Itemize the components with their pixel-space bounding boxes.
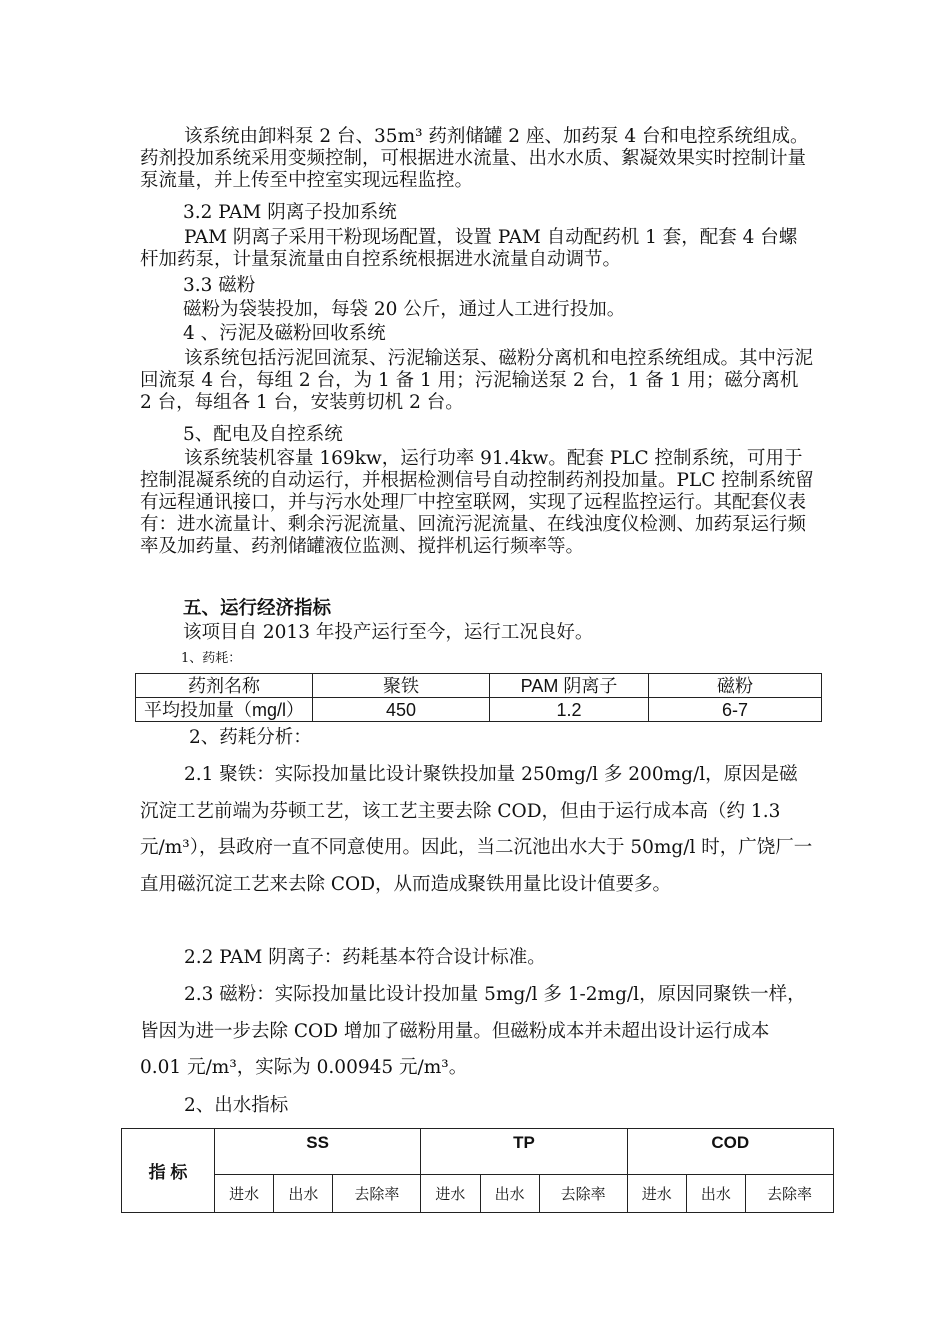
paragraph-magnetic-powder: 磁粉为袋装投加，每袋 20 公斤，通过人工进行投加。 — [183, 299, 626, 320]
table-cell: 1.2 — [490, 698, 649, 722]
label-chemical-consumption: 1、药耗： — [181, 651, 242, 666]
heading-3-2: 3.2 PAM 阴离子投加系统 — [183, 202, 397, 223]
sub-header-cell: 进水 — [421, 1175, 480, 1213]
table-cell: 平均投加量（mg/l） — [136, 698, 313, 722]
heading-3-3: 3.3 磁粉 — [183, 275, 256, 296]
group-header-cod: COD — [627, 1129, 833, 1175]
paragraph-2-2: 2.2 PAM 阴离子：药耗基本符合设计标准。 — [184, 947, 546, 968]
paragraph-power-control: 该系统装机容量 169kw，运行功率 91.4kw。配套 PLC 控制系统，可用于控制混凝系统的自动运行，并根据检测信号自动控制药剂投加量。PLC 控制系统留有远程通讯接口，并与污水处理厂中控室联网，实现了远程监控运行。其配套仪表有：进水流量计、剩余污泥流量、回流污泥流量、在线浊度仪检测、加药泵运行频率及加药量、药剂储罐液位监测、搅拌机运行频率等。 — [140, 448, 814, 557]
table-header-cell: 药剂名称 — [136, 674, 313, 698]
sub-header-cell: 去除率 — [746, 1175, 834, 1213]
table-cell: 6-7 — [649, 698, 822, 722]
heading-5: 5、配电及自控系统 — [183, 424, 343, 445]
paragraph-pam: PAM 阴离子采用干粉现场配置，设置 PAM 自动配药机 1 套，配套 4 台螺杆加药泵，计量泵流量由自控系统根据进水流量自动调节。 — [140, 227, 798, 270]
effluent-index-table — [121, 1128, 834, 1213]
table-header-cell: 聚铁 — [313, 674, 490, 698]
heading-effluent: 2、出水指标 — [184, 1095, 289, 1116]
paragraph-chemical-system: 该系统由卸料泵 2 台、35m³ 药剂储罐 2 座、加药泵 4 台和电控系统组成。药剂投加系统采用变频控制，可根据进水流量、出水水质、絮凝效果实时控制计量泵流量，并上传至中控室实现远程监控。 — [140, 126, 809, 191]
paragraph-2-3: 2.3 磁粉：实际投加量比设计投加量 5mg/l 多 1-2mg/l，原因同聚铁一样，皆因为进一步去除 COD 增加了磁粉用量。但磁粉成本并未超出设计运行成本 0.01 元/m³，实际为 0.00945 元/m³。 — [140, 984, 806, 1078]
chemical-consumption-table — [135, 673, 822, 722]
paragraph-operation: 该项目自 2013 年投产运行至今，运行工况良好。 — [183, 622, 594, 643]
sub-header-cell: 去除率 — [539, 1175, 627, 1213]
table-label-cell: 指 标 — [122, 1129, 215, 1213]
sub-header-cell: 出水 — [686, 1175, 745, 1213]
group-header-tp: TP — [421, 1129, 627, 1175]
paragraph-sludge-system: 该系统包括污泥回流泵、污泥输送泵、磁粉分离机和电控系统组成。其中污泥回流泵 4 台，每组 2 台，为 1 备 1 用；污泥输送泵 2 台，1 备 1 用；磁分离机 2 台，每组各 1 台，安装剪切机 2 台。 — [140, 348, 814, 413]
heading-analysis: 2、药耗分析： — [189, 727, 312, 748]
paragraph-2-1: 2.1 聚铁：实际投加量比设计聚铁投加量 250mg/l 多 200mg/l，原因是磁沉淀工艺前端为芬顿工艺，该工艺主要去除 COD，但由于运行成本高（约 1.3 元/m³），县政府一直不同意使用。因此，当二沉池出水大于 50mg/l 时，广饶厂一直用磁沉淀工艺来去除 COD，从而造成聚铁用量比设计值要多。 — [140, 764, 813, 895]
heading-4: 4 、污泥及磁粉回收系统 — [183, 323, 386, 344]
sub-header-cell: 出水 — [274, 1175, 333, 1213]
section-heading-5: 五、运行经济指标 — [183, 598, 332, 619]
table-header-cell: 磁粉 — [649, 674, 822, 698]
sub-header-cell: 进水 — [215, 1175, 274, 1213]
sub-header-cell: 去除率 — [333, 1175, 421, 1213]
table-row — [122, 1175, 834, 1213]
table-row — [136, 698, 822, 722]
table-header-cell: PAM 阴离子 — [490, 674, 649, 698]
sub-header-cell: 进水 — [627, 1175, 686, 1213]
table-row — [136, 674, 822, 698]
table-cell: 450 — [313, 698, 490, 722]
table-row — [122, 1129, 834, 1175]
sub-header-cell: 出水 — [480, 1175, 539, 1213]
group-header-ss: SS — [215, 1129, 421, 1175]
